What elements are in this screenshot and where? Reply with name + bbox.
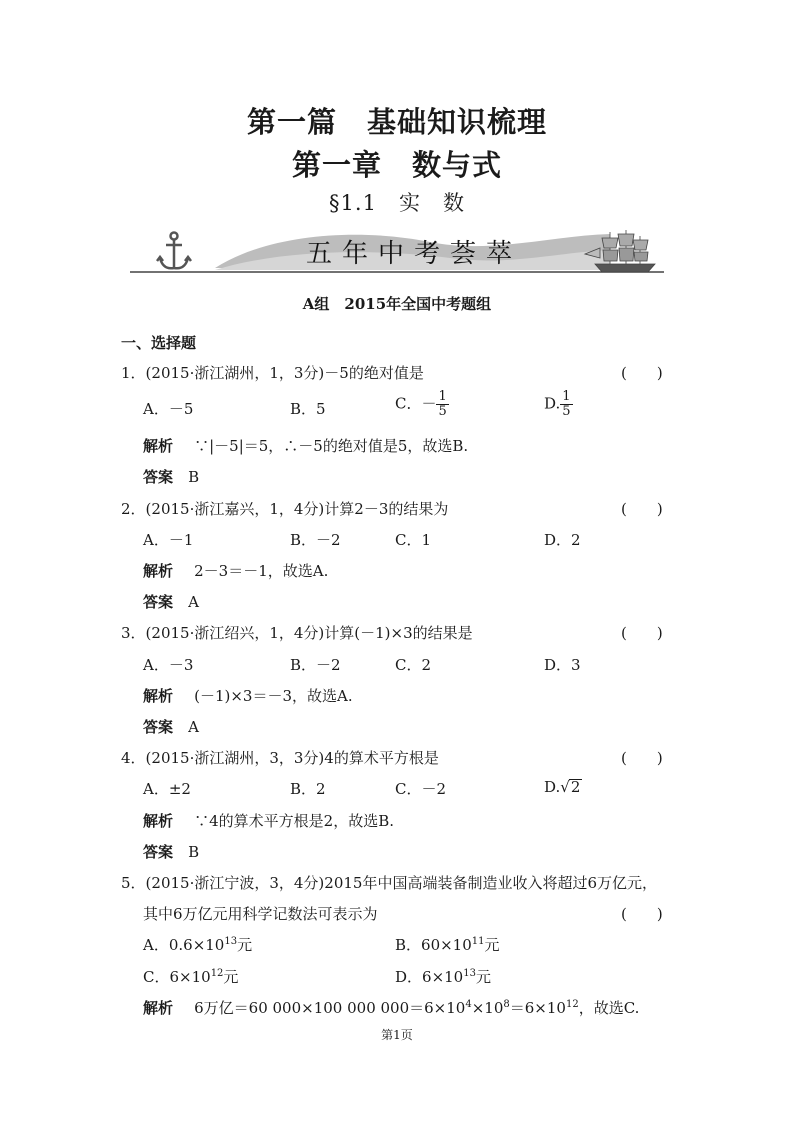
question-4-option-a: A．±2 xyxy=(143,780,191,798)
answer-value: B xyxy=(188,468,200,486)
sqrt-radicand: 2 xyxy=(570,778,581,796)
fraction: $\frac{1}{5}$ xyxy=(438,389,447,419)
question-3-option-d: D．3 xyxy=(544,656,581,674)
page-number: 第1页 xyxy=(381,1028,413,1042)
question-1-option-d xyxy=(544,390,573,419)
question-2-stem: 2．(2015·浙江嘉兴，1，4分)计算2－3的结果为 xyxy=(121,500,449,518)
question-5-option-b: B．$60\times 10^{11}$元 xyxy=(395,936,500,954)
analysis-label: 解析 xyxy=(143,812,174,830)
analysis-label: 解析 xyxy=(143,999,174,1017)
section-heading: 一、选择题 xyxy=(121,334,197,352)
question-4-option-d xyxy=(544,778,582,796)
analysis-text: ∵|－5|＝5，∴－5的绝对值是5，故选B. xyxy=(194,437,469,455)
question-1-option-b: B．5 xyxy=(290,400,326,418)
answer-bracket: ( ) xyxy=(621,364,663,382)
analysis-text: (－1)×3＝－3，故选A. xyxy=(194,687,353,705)
question-4-option-c: C．－2 xyxy=(395,780,447,798)
question-4-answer xyxy=(143,841,199,862)
question-1-option-c xyxy=(395,390,449,419)
answer-label: 答案 xyxy=(143,468,174,486)
option-label: D. xyxy=(544,394,561,413)
question-1-answer xyxy=(143,466,199,487)
sqrt-sign: √ xyxy=(560,778,570,796)
answer-value: B xyxy=(188,843,200,861)
analysis-label: 解析 xyxy=(143,437,174,455)
question-2-answer xyxy=(143,591,199,612)
question-1-analysis xyxy=(143,435,468,456)
question-3-option-a: A．－3 xyxy=(143,656,194,674)
answer-bracket: ( ) xyxy=(621,624,663,642)
question-4-option-b: B．2 xyxy=(290,780,326,798)
question-5-analysis xyxy=(143,997,639,1018)
chapter-title: 第一章 数与式 xyxy=(291,148,502,182)
question-2-option-c: C．1 xyxy=(395,531,432,549)
answer-label: 答案 xyxy=(143,593,174,611)
answer-bracket: ( ) xyxy=(621,500,663,518)
fraction: $\frac{1}{5}$ xyxy=(562,389,571,419)
question-2-option-a: A．－1 xyxy=(143,531,194,549)
answer-value: A xyxy=(188,718,199,736)
analysis-text: 6万亿＝60 000×100 000 $000=6\times 10^4\times 10^8=6\times 10^{12}$，故选C. xyxy=(194,999,640,1017)
analysis-text: 2－3＝－1，故选A. xyxy=(194,562,329,580)
question-5-option-d: D．$6\times 10^{13}$元 xyxy=(395,968,491,986)
question-1-option-a: A．－5 xyxy=(143,400,194,418)
part-title: 第一篇 基础知识梳理 xyxy=(246,105,547,139)
answer-bracket: ( ) xyxy=(621,749,663,767)
question-5-stem-line2: 其中6万亿元用科学记数法可表示为 xyxy=(143,905,378,923)
question-3-analysis xyxy=(143,685,353,706)
anchor-icon xyxy=(157,233,191,269)
analysis-label: 解析 xyxy=(143,687,174,705)
question-4-analysis xyxy=(143,810,394,831)
analysis-text: ∵4的算术平方根是2，故选B. xyxy=(194,812,394,830)
answer-label: 答案 xyxy=(143,843,174,861)
banner-title: 五年中考荟萃 xyxy=(306,239,523,269)
group-heading: A组 2015年全国中考题组 xyxy=(302,295,492,313)
question-5-option-c: C．$6\times 10^{12}$元 xyxy=(143,968,239,986)
question-1-stem: 1．(2015·浙江湖州，1，3分)－5的绝对值是 xyxy=(121,364,424,382)
question-5-stem: 5．(2015·浙江宁波，3，4分)2015年中国高端装备制造业收入将超过6万亿元， xyxy=(121,874,657,892)
answer-bracket: ( ) xyxy=(621,905,663,923)
question-3-stem: 3．(2015·浙江绍兴，1，4分)计算(－1)×3的结果是 xyxy=(121,624,473,642)
question-3-answer xyxy=(143,716,199,737)
question-5-option-a: A．$0.6\times 10^{13}$元 xyxy=(143,936,253,954)
option-label: D. xyxy=(544,778,561,796)
answer-value: A xyxy=(188,593,199,611)
option-label: C．－ xyxy=(395,394,437,413)
question-3-option-c: C．2 xyxy=(395,656,432,674)
question-2-option-d: D．2 xyxy=(544,531,581,549)
question-4-stem: 4．(2015·浙江湖州，3，3分)4的算术平方根是 xyxy=(121,749,439,767)
question-3-option-b: B．－2 xyxy=(290,656,341,674)
question-2-option-b: B．－2 xyxy=(290,531,341,549)
section-title: §1.1 实 数 xyxy=(329,191,465,215)
question-2-analysis xyxy=(143,560,328,581)
analysis-label: 解析 xyxy=(143,562,174,580)
answer-label: 答案 xyxy=(143,718,174,736)
